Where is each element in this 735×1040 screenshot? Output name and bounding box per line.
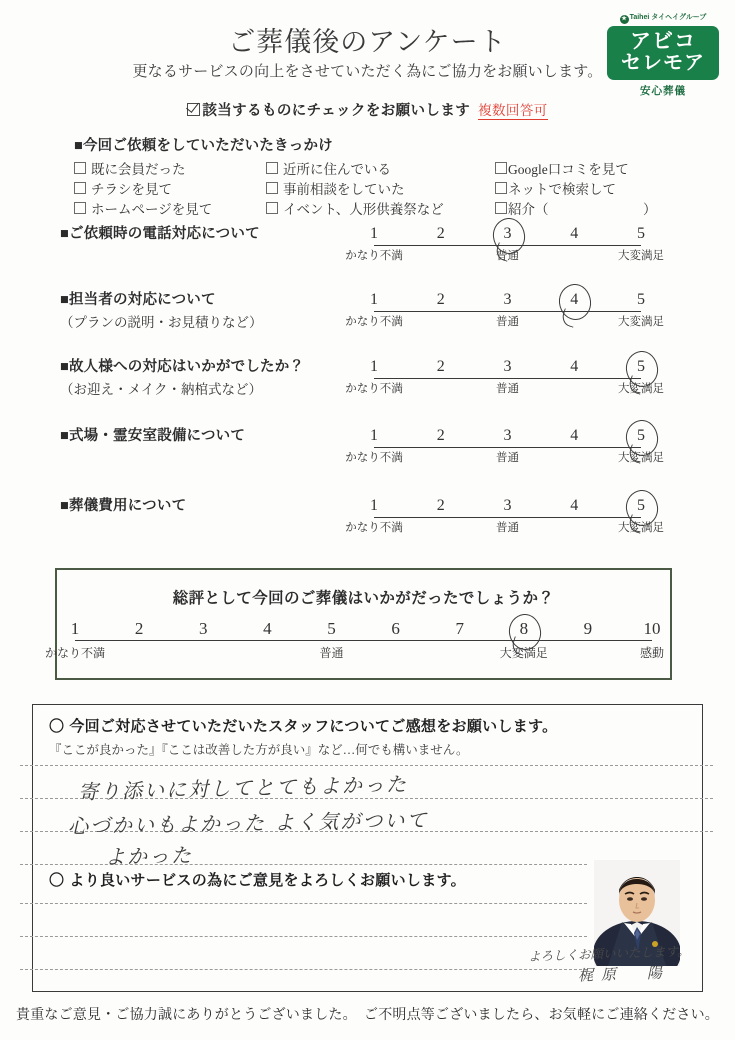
scale-tick[interactable] <box>561 357 587 377</box>
scale-tick-number: 4 <box>570 291 579 308</box>
scale-tick-number: 2 <box>436 358 445 375</box>
scale-tick[interactable] <box>495 357 521 377</box>
logo-badge <box>607 26 719 80</box>
overall-scale-tick[interactable] <box>186 618 220 639</box>
logo-group-text <box>607 12 719 24</box>
scale-tick[interactable] <box>561 290 587 310</box>
checkbox-label: ネットで検索して <box>508 182 616 197</box>
scale-tick[interactable] <box>428 224 454 244</box>
scale-tick-label: かなり不満 <box>345 522 403 534</box>
writing-line <box>20 765 713 766</box>
scale-tick-label: 普通 <box>496 522 519 534</box>
checkbox-label: 近所に住んでいる <box>283 162 391 177</box>
checkbox-option[interactable] <box>266 180 495 200</box>
scale-tick-number: 4 <box>570 427 579 444</box>
scale-tick[interactable] <box>561 426 587 446</box>
logo-group-label: Taihei タイヘイグループ <box>629 14 707 21</box>
scale-tick[interactable] <box>428 426 454 446</box>
overall-scale-tick[interactable] <box>58 618 92 639</box>
footer-text: 貴重なご意見・ご協力誠にありがとうございました。 ご不明点等ございましたら、お気軽にご連絡ください。 <box>16 1008 719 1023</box>
overall-rating-scale[interactable] <box>44 618 665 672</box>
empty-checkbox-icon[interactable] <box>495 202 507 214</box>
scale-tick-label: 普通 <box>496 316 519 328</box>
writing-line <box>20 903 587 904</box>
empty-checkbox-icon[interactable] <box>266 162 278 174</box>
empty-checkbox-icon[interactable] <box>74 162 86 174</box>
checkbox-label: 既に会員だった <box>91 162 186 177</box>
logo-line-2: セレモア <box>621 52 705 75</box>
scale-tick[interactable] <box>361 357 387 377</box>
overall-scale-tick-number: 7 <box>455 619 464 638</box>
scale-tick[interactable] <box>495 290 521 310</box>
rating-question-label <box>60 355 360 398</box>
checkbox-option[interactable] <box>74 200 266 220</box>
scale-tick-label: 大変満足 <box>618 522 664 534</box>
checkbox-option[interactable] <box>74 180 266 200</box>
rating-scale[interactable] <box>345 224 664 268</box>
overall-scale-tick[interactable] <box>379 618 413 639</box>
scale-axis-line <box>75 640 652 641</box>
rating-question-title: ■故人様への対応はいかがでしたか？ <box>60 359 305 375</box>
scale-tick[interactable] <box>361 224 387 244</box>
check-instruction-text: 該当するものにチェックをお願いします <box>202 103 471 119</box>
scale-tick[interactable] <box>361 290 387 310</box>
trigger-section <box>74 134 715 220</box>
rating-scale[interactable] <box>345 290 664 334</box>
overall-scale-tick-number: 5 <box>327 619 336 638</box>
rating-question-title: ■葬儀費用について <box>60 498 187 514</box>
scale-tick[interactable] <box>428 496 454 516</box>
scale-tick-number: 3 <box>503 291 512 308</box>
comment-question-2-text: より良いサービスの為にご意見をよろしくお願いします。 <box>69 873 466 889</box>
overall-scale-tick[interactable] <box>571 618 605 639</box>
scale-tick-number: 5 <box>637 497 645 514</box>
checkbox-option[interactable] <box>495 160 657 180</box>
overall-scale-tick-number: 4 <box>263 619 272 638</box>
writing-line <box>20 969 587 970</box>
logo-caption: 安心葬儀 <box>640 86 686 98</box>
trigger-columns <box>74 160 715 220</box>
overall-scale-tick-number: 2 <box>134 619 144 638</box>
scale-tick-number: 2 <box>436 225 445 242</box>
page-title: ご葬儀後のアンケート <box>228 27 507 57</box>
company-logo <box>607 12 719 98</box>
overall-scale-tick-label: 普通 <box>319 646 344 660</box>
scale-tick-label: かなり不満 <box>345 316 403 328</box>
comment-question-1-hint: 『ここが良かった』『ここは改善した方が良い』など…何でも構いません。 <box>49 743 469 757</box>
checkbox-option[interactable] <box>495 200 657 220</box>
rating-scale[interactable] <box>345 426 664 470</box>
staff-signature-line-1: よろしくお願いいたします。 <box>527 943 690 964</box>
scale-tick[interactable] <box>361 426 387 446</box>
circle-marker-icon: 〇 <box>49 719 65 735</box>
empty-checkbox-icon[interactable] <box>266 182 278 194</box>
scale-tick-number: 1 <box>370 497 378 514</box>
overall-scale-tick[interactable] <box>635 618 669 639</box>
rating-question-title: ■担当者の対応について <box>60 292 216 308</box>
scale-tick-number: 4 <box>570 358 579 375</box>
check-instruction <box>0 99 735 120</box>
empty-checkbox-icon[interactable] <box>266 202 278 214</box>
scale-tick-label: 大変満足 <box>618 250 664 262</box>
star-icon: ★ <box>621 16 627 22</box>
scale-tick-label: 大変満足 <box>618 316 664 328</box>
scale-tick[interactable] <box>495 224 521 244</box>
scale-tick-number: 4 <box>570 225 579 242</box>
scale-tick[interactable] <box>361 496 387 516</box>
overall-scale-tick[interactable] <box>250 618 284 639</box>
scale-tick-label: 大変満足 <box>618 383 664 395</box>
empty-checkbox-icon[interactable] <box>495 162 507 174</box>
writing-line <box>20 936 587 937</box>
comment-question-1-text: 今回ご対応させていただいたスタッフについてご感想をお願いします。 <box>69 719 558 735</box>
overall-rating-box <box>44 568 672 680</box>
scale-tick-label: 普通 <box>496 452 519 464</box>
scale-tick[interactable] <box>628 426 654 446</box>
scale-tick-label: かなり不満 <box>345 452 403 464</box>
rating-question-subtitle: （お迎え・メイク・納棺式など） <box>60 382 262 397</box>
scale-tick-number: 4 <box>570 497 579 514</box>
overall-scale-tick-number: 10 <box>643 619 661 638</box>
page-subtitle: 更なるサービスの向上をさせていただく為にご協力をお願いします。 <box>132 64 603 80</box>
scale-tick[interactable] <box>495 426 521 446</box>
checkbox-option[interactable] <box>74 160 266 180</box>
scale-tick-number: 5 <box>637 291 645 308</box>
scale-tick-label: 大変満足 <box>618 452 664 464</box>
scale-tick-label: 普通 <box>496 383 519 395</box>
logo-line-1: アビコ <box>630 30 696 53</box>
checkbox-option[interactable] <box>266 200 495 220</box>
overall-scale-tick-number: 9 <box>583 619 593 638</box>
overall-scale-tick-label: 感動 <box>640 646 665 660</box>
page-header <box>0 0 735 128</box>
empty-checkbox-icon[interactable] <box>74 202 86 214</box>
scale-tick-number: 1 <box>370 358 378 375</box>
rating-question-label <box>60 222 360 243</box>
checkbox-label: チラシを見て <box>91 182 172 197</box>
scale-tick[interactable] <box>561 496 587 516</box>
scale-tick-number: 3 <box>503 225 512 242</box>
rating-question-label <box>60 494 360 515</box>
scale-tick-number: 2 <box>436 291 445 308</box>
empty-checkbox-icon[interactable] <box>495 182 507 194</box>
rating-question-subtitle: （プランの説明・お見積りなど） <box>60 315 263 330</box>
scale-tick-number: 1 <box>370 225 378 242</box>
scale-tick[interactable] <box>428 290 454 310</box>
scale-tick-number: 3 <box>503 358 512 375</box>
multiple-answer-note: 複数回答可 <box>478 103 548 118</box>
overall-scale-tick[interactable] <box>122 618 156 639</box>
overall-scale-tick-number: 1 <box>70 619 80 638</box>
overall-scale-tick-number: 6 <box>391 619 400 638</box>
trigger-column-3 <box>495 160 657 220</box>
overall-scale-tick[interactable] <box>507 618 541 639</box>
scale-tick-number: 1 <box>370 291 378 308</box>
scale-tick[interactable] <box>628 357 654 377</box>
rating-question-title: ■式場・霊安室設備について <box>60 428 246 444</box>
scale-tick-number: 3 <box>503 427 512 444</box>
trigger-column-2 <box>266 160 495 220</box>
scale-tick-label: 普通 <box>496 250 519 262</box>
overall-scale-tick[interactable] <box>443 618 477 639</box>
overall-scale-tick[interactable] <box>314 618 348 639</box>
scale-tick-number: 2 <box>436 427 445 444</box>
checkbox-label: イベント、人形供養祭など <box>283 202 444 217</box>
empty-checkbox-icon[interactable] <box>74 182 86 194</box>
rating-question-label <box>60 288 360 331</box>
scale-tick[interactable] <box>428 357 454 377</box>
scale-tick-number: 3 <box>503 497 512 514</box>
comment-question-1-title <box>49 715 690 736</box>
rating-question-title: ■ご依頼時の電話対応について <box>60 226 260 242</box>
handwritten-comment-line: 心づかいもよかった よく気がついて <box>67 807 429 839</box>
staff-signature-line-2: 梶原 陽 <box>577 963 671 985</box>
overall-scale-tick-number: 8 <box>519 619 529 638</box>
scale-tick[interactable] <box>628 290 654 310</box>
scale-tick-number: 5 <box>637 225 645 242</box>
scale-tick[interactable] <box>628 496 654 516</box>
checked-checkbox-icon <box>187 103 200 116</box>
circle-marker-icon: 〇 <box>49 873 65 889</box>
scale-tick-label: かなり不満 <box>345 250 403 262</box>
checkbox-label: 事前相談をしていた <box>283 182 405 197</box>
rating-scale[interactable] <box>345 496 664 540</box>
scale-tick-number: 5 <box>637 358 645 375</box>
comment-question-1 <box>49 715 690 758</box>
trigger-column-1 <box>74 160 266 220</box>
checkbox-option[interactable] <box>495 180 657 200</box>
checkbox-label: Google口コミを見て <box>508 162 629 177</box>
overall-question-title: 総評として今回のご葬儀はいかがだったでしょうか？ <box>172 590 555 607</box>
rating-scale[interactable] <box>345 357 664 401</box>
overall-scale-tick-label: かなり不満 <box>44 646 105 660</box>
checkbox-label: 紹介（ ） <box>508 202 657 217</box>
handwritten-comment-line: よかった <box>104 843 194 869</box>
scale-tick[interactable] <box>495 496 521 516</box>
scale-tick[interactable] <box>628 224 654 244</box>
checkbox-option[interactable] <box>266 160 495 180</box>
trigger-heading: ■今回ご依頼をしていただいたきっかけ <box>74 138 333 154</box>
scale-tick-number: 1 <box>370 427 378 444</box>
rating-question-label <box>60 424 360 445</box>
scale-tick-number: 2 <box>436 497 445 514</box>
scale-tick-number: 5 <box>637 427 645 444</box>
overall-scale-tick-number: 3 <box>198 619 208 638</box>
handwritten-comment-line: 寄り添いに対してとてもよかった <box>77 771 409 805</box>
checkbox-label: ホームページを見て <box>91 202 213 217</box>
scale-tick-label: かなり不満 <box>345 383 403 395</box>
overall-scale-tick-label: 大変満足 <box>499 646 548 660</box>
scale-tick[interactable] <box>561 224 587 244</box>
